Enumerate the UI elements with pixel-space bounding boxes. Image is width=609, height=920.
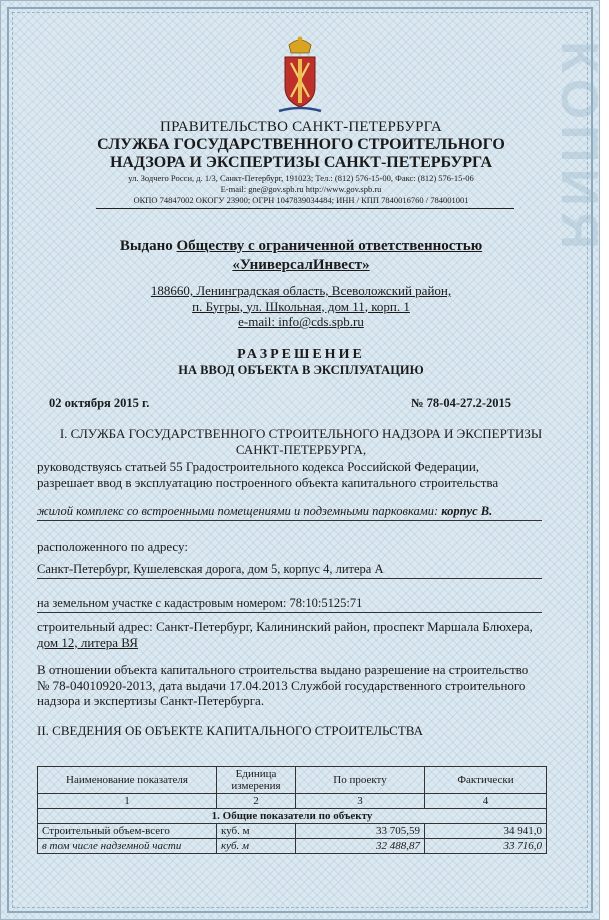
col-header-name: Наименование показателя (38, 767, 217, 794)
issued-to (1, 237, 601, 275)
section1-heading-line1: I. СЛУЖБА ГОСУДАРСТВЕННОГО СТРОИТЕЛЬНОГО НАДЗОРА И ЭКСПЕРТИЗЫ (59, 426, 543, 441)
col-number: 1 (38, 794, 217, 809)
agency-codes: ОКПО 74847002 ОКОГУ 23900; ОГРН 1047839034484; ИНН / КПП 7840016760 / 784001001 (133, 195, 469, 205)
document-subtitle: НА ВВОД ОБЪЕКТА В ЭКСПЛУАТАЦИЮ (178, 363, 424, 377)
issued-prefix: Выдано (119, 238, 177, 254)
row-project: 32 488,87 (296, 839, 425, 854)
copy-watermark: КОПИЯ (550, 41, 608, 256)
permit-line2: № 78-04010920-2013, дата выдачи 17.04.2013 Службой государственного строительного (37, 677, 526, 693)
row-actual: 33 716,0 (425, 839, 547, 854)
agency-title-line2: НАДЗОРА И ЭКСПЕРТИЗЫ САНКТ-ПЕТЕРБУРГА (109, 154, 493, 171)
agency-contacts: E-mail: gne@gov.spb.ru http://www.gov.spb.ru (220, 184, 382, 194)
table-row (38, 824, 547, 839)
located-label: расположенного по адресу: (37, 539, 188, 554)
coat-of-arms-icon (275, 35, 325, 115)
agency-address-line: ул. Зодчего Росси, д. 1/3, Санкт-Петербург, 191023; Тел.: (812) 576-15-00, Факс: (812) 576-15-06 (128, 173, 474, 183)
section2-heading: II. СВЕДЕНИЯ ОБ ОБЪЕКТЕ КАПИТАЛЬНОГО СТРОИТЕЛЬСТВА (37, 723, 424, 738)
row-unit: куб. м (217, 839, 296, 854)
issued-org-line1: Обществу с ограниченной ответственностью (176, 238, 483, 254)
issued-org-line2: «УниверсалИнвест» (232, 257, 370, 273)
row-unit: куб. м (217, 824, 296, 839)
build-address (37, 619, 565, 650)
object-name-text: жилой комплекс со встроенными помещениями и подземными парковками: (37, 504, 442, 518)
row-name: Строительный объем-всего (38, 824, 217, 839)
agency-address (1, 173, 601, 195)
row-project: 33 705,59 (296, 824, 425, 839)
col-header-unit: Единица измерения (217, 767, 296, 794)
permit-reference (37, 662, 565, 709)
object-building: корпус В. (441, 504, 493, 518)
basis-line1: руководствуясь статьей 55 Градостроительного кодекса Российской Федерации, (37, 459, 480, 474)
build-address-line2: дом 12, литера ВЯ (37, 634, 138, 650)
agency-title-line1: СЛУЖБА ГОСУДАРСТВЕННОГО СТРОИТЕЛЬНОГО (97, 136, 505, 153)
permit-number: № 78-04-27.2-2015 (411, 396, 512, 410)
permit-line1: В отношении объекта капитального строительства выдано разрешение на строительство (37, 662, 529, 677)
table-row (38, 839, 547, 854)
issue-date: 02 октября 2015 г. (49, 396, 150, 410)
table-group-row (38, 809, 547, 824)
col-number: 4 (425, 794, 547, 809)
agency-title (1, 136, 601, 172)
section1-heading-line2: САНКТ-ПЕТЕРБУРГА, (235, 442, 367, 457)
object-name (37, 504, 542, 521)
col-number: 2 (217, 794, 296, 809)
col-header-actual: Фактически (425, 767, 547, 794)
group-title: 1. Общие показатели по объекту (38, 809, 547, 824)
permit-line3: надзора и экспертизы Санкт-Петербурга. (37, 693, 265, 708)
col-header-project: По проекту (296, 767, 425, 794)
issued-email: e-mail: info@cds.spb.ru (238, 314, 364, 329)
indicators-table (37, 766, 547, 854)
basis-text (37, 459, 565, 490)
issued-address (1, 283, 601, 330)
col-number: 3 (296, 794, 425, 809)
cadastral-number: на земельном участке с кадастровым номером: 78:10:5125:71 (37, 596, 542, 613)
issued-address-line2: п. Бугры, ул. Школьная, дом 11, корп. 1 (192, 298, 410, 314)
row-actual: 34 941,0 (425, 824, 547, 839)
build-address-line1: строительный адрес: Санкт-Петербург, Калининский район, проспект Маршала Блюхера, (37, 619, 533, 634)
row-name: в том числе надземной части (38, 839, 217, 854)
object-location: Санкт-Петербург, Кушелевская дорога, дом 5, корпус 4, литера А (37, 562, 542, 579)
basis-line2: разрешает ввод в эксплуатацию построенного объекта капитального строительства (37, 474, 499, 490)
document-title: РАЗРЕШЕНИЕ (237, 347, 365, 362)
table-header-row (38, 767, 547, 794)
table-number-row (38, 794, 547, 809)
issued-address-line1: 188660, Ленинградская область, Всеволожский район, (150, 283, 452, 298)
header-divider (96, 208, 514, 209)
government-title: ПРАВИТЕЛЬСТВО САНКТ-ПЕТЕРБУРГА (160, 119, 442, 135)
section1-heading (1, 426, 601, 458)
